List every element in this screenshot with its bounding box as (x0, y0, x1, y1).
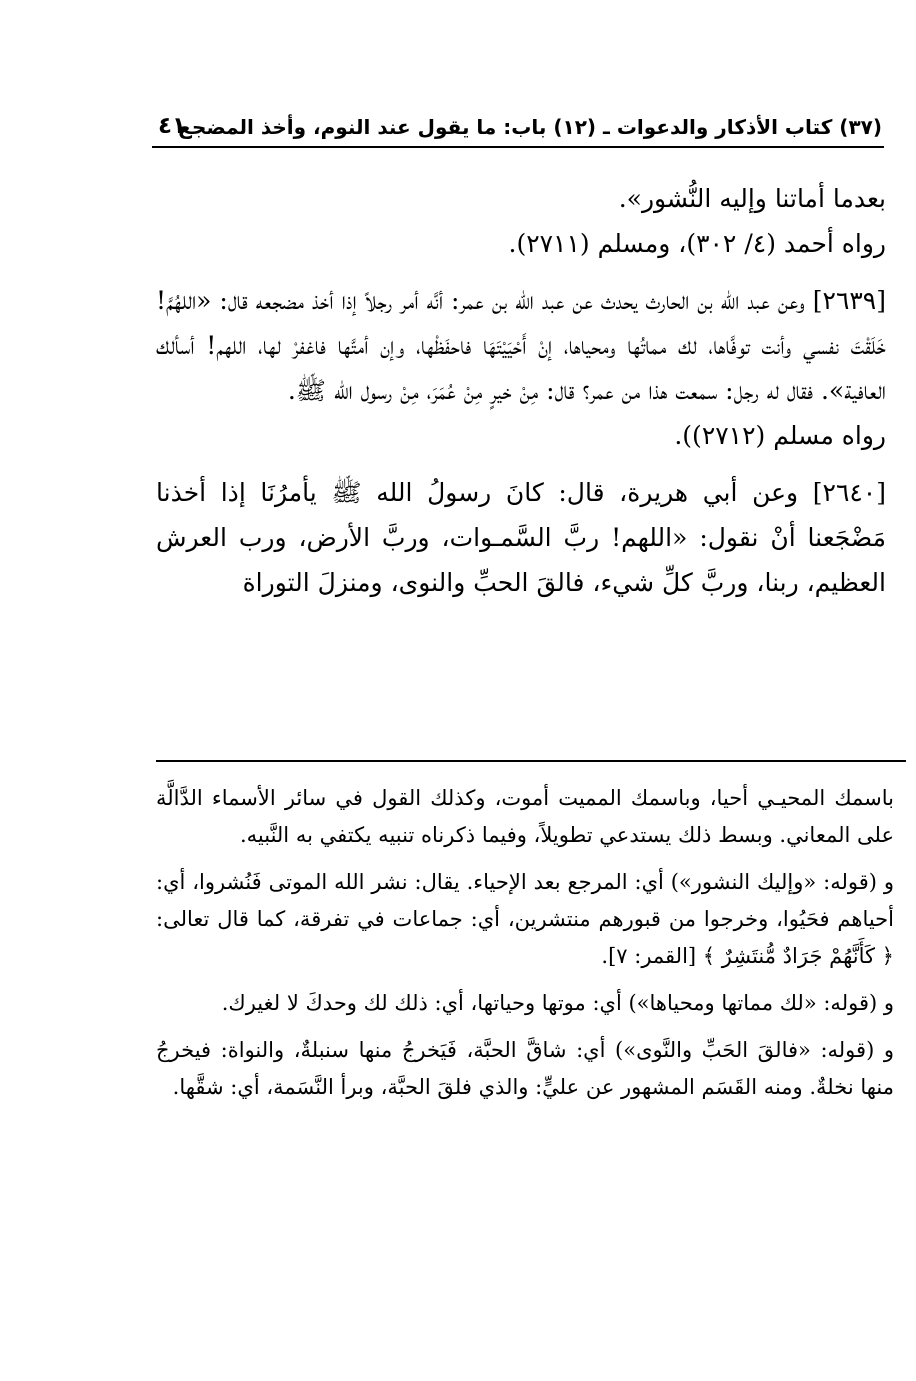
page-number: ٤١ (158, 113, 187, 139)
commentary-notes (156, 780, 894, 1116)
running-header (158, 111, 882, 145)
hadith-reference: رواه أحمد (٤/ ٣٠٢)، ومسلم (٢٧١١). (508, 229, 886, 258)
note-paragraph: و (قوله: «وإليك النشور») أي: المرجع بعد الإحياء. يقال: نشر الله الموتى فَنُشروا، أي: أحياهم فحَيُوا، وخرجوا من قبورهم منتشرين، أي: جماعات في تفرقة، كما قال تعالى: ﴿ كَأَنَّهُمْ جَرَادٌ مُّنتَشِرٌ ﴾ [القمر: ٧]. (156, 870, 894, 968)
header-divider (152, 146, 884, 148)
footnote-divider (156, 760, 906, 762)
hadith-reference: رواه مسلم (٢٧١٢)). (674, 421, 886, 450)
chapter-title: (٣٧) كتاب الأذكار والدعوات ـ (١٢) باب: ما يقول عند النوم، وأخذ المضجع (178, 115, 882, 139)
note-paragraph: و (قوله: «فالقَ الحَبِّ والنَّوى») أي: شاقَّ الحبَّة، فَيَخرجُ منها سنبلةٌ، والنواة: فيخرجُ منها نخلةٌ. ومنه القَسَم المشهور عن عليٍّ: والذي فلقَ الحبَّة، وبرأ النَّسَمة، أي: شقَّها. (156, 1038, 894, 1099)
paragraph-continuation: بعدما أماتنا وإليه النُّشور». (618, 184, 886, 213)
hadith-2639: [٢٦٣٩] وعن عبد الله بن الحارث يحدث عن عبد الله بن عمر: أنَّه أمر رجلاً إذا أخذ مضجعه قال: «اللهُمَّ! خَلَقْتَ نفسي وأنت توفَّاها، لك مماتُها ومحياها، إنْ أَحْيَيْتَهَا فاحفَظْها، وإن أمتَّها فاغفرْ لها، اللهم! أسألك العافية». فقال له رجل: سمعت هذا من عمر؟ قال: مِنْ خيرٍ مِنْ عُمَرَ، مِنْ رسول الله ﷺ. (156, 286, 886, 405)
hadith-2640: [٢٦٤٠] وعن أبي هريرة، قال: كانَ رسولُ الله ﷺ يأمرُنَا إذا أخذنا مَضْجَعنا أنْ نقول: «اللهم! ربَّ السَّمـوات، وربَّ الأرض، ورب العرش العظيم، ربنا، وربَّ كلِّ شيء، فالقَ الحبِّ والنوى، ومنزلَ التوراة (156, 478, 886, 597)
note-paragraph: و (قوله: «لك مماتها ومحياها») أي: موتها وحياتها، أي: ذلك لك وحدكَ لا لغيرك. (221, 991, 894, 1015)
note-paragraph: باسمك المحيـي أحيا، وباسمك المميت أموت، وكذلك القول في سائر الأسماء الدَّالَّة على المعاني. وبسط ذلك يستدعي تطويلاً، وفيما ذكرناه تنبيه يكتفي به النَّبيه. (156, 786, 894, 847)
main-text (156, 176, 886, 605)
